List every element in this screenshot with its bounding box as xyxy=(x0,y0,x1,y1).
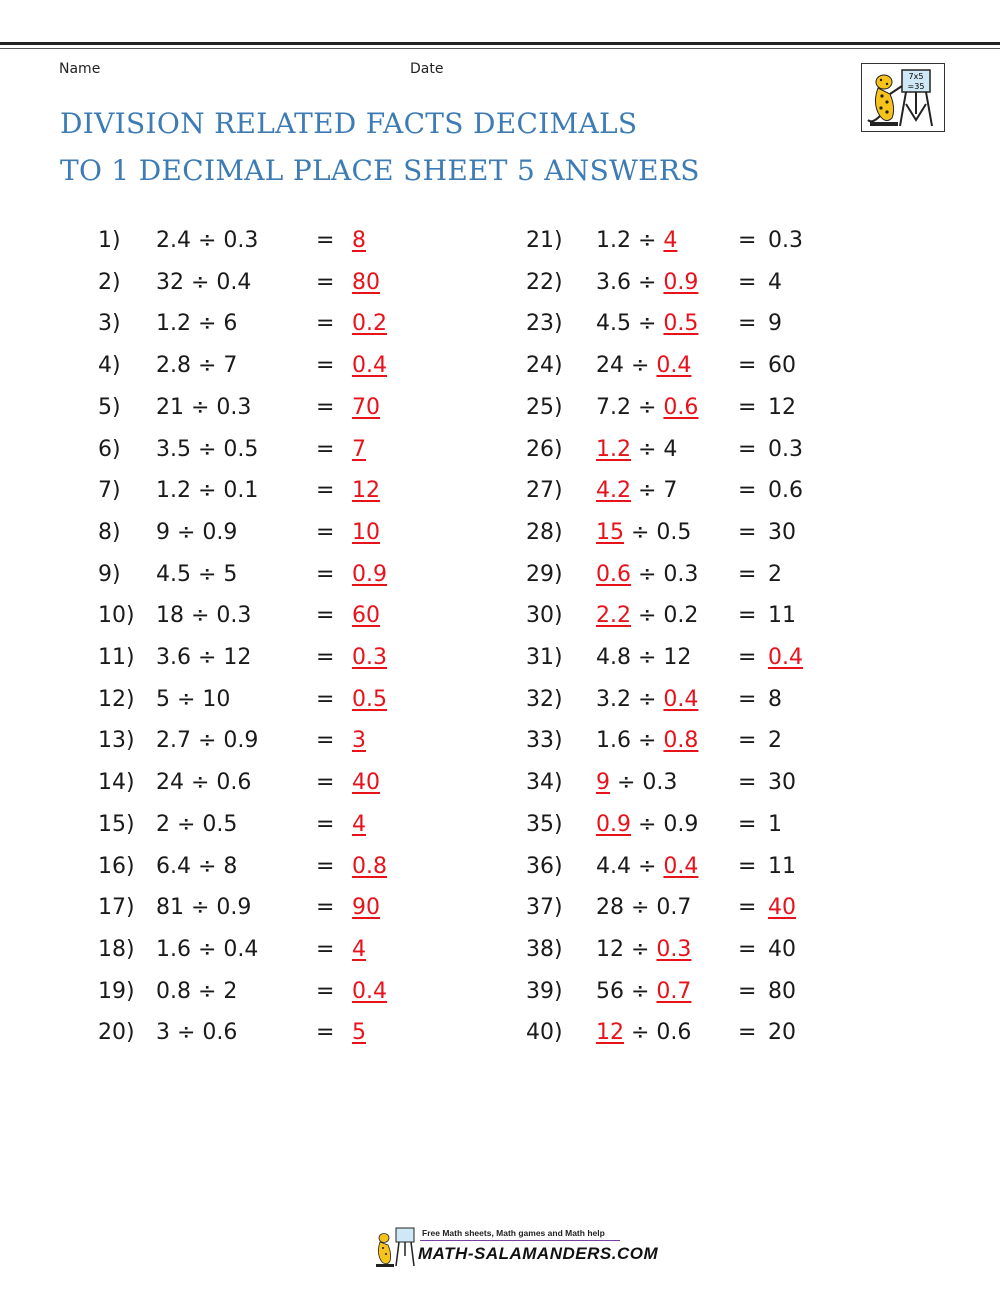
equals-sign: = xyxy=(316,770,335,796)
result-value: 8 xyxy=(768,686,782,712)
equals-sign: = xyxy=(738,478,757,504)
problem-number: 10) xyxy=(98,603,135,629)
answer-value: 4 xyxy=(663,228,678,253)
answer-value: 2.2 xyxy=(596,603,631,629)
answer-value: 12 xyxy=(596,1020,624,1046)
problem-row xyxy=(526,476,846,506)
equals-sign: = xyxy=(316,311,335,337)
equals-sign: = xyxy=(738,686,757,712)
result-value: 11 xyxy=(768,603,796,629)
answer-value: 0.4 xyxy=(768,645,803,670)
equals-sign: = xyxy=(316,478,335,504)
result-value: 60 xyxy=(768,353,796,379)
expression-part: 24 ÷ xyxy=(596,353,657,379)
division-expression xyxy=(156,643,251,673)
result-value: 4 xyxy=(768,269,782,295)
expression-part: 4.4 ÷ xyxy=(596,853,664,879)
equals-sign: = xyxy=(316,228,335,253)
division-expression xyxy=(596,977,691,1007)
division-expression xyxy=(156,852,237,882)
problem-row xyxy=(98,893,418,923)
division-expression xyxy=(596,476,677,506)
equals-sign: = xyxy=(738,728,757,754)
result-value: 12 xyxy=(768,394,796,420)
problem-number: 5) xyxy=(98,394,121,420)
result-value: 20 xyxy=(768,1020,796,1046)
division-expression xyxy=(596,268,698,298)
division-expression xyxy=(156,935,258,965)
page-title xyxy=(60,100,700,194)
expression-part: ÷ 4 xyxy=(631,436,678,462)
division-expression xyxy=(596,643,691,673)
division-expression xyxy=(596,393,698,423)
division-expression xyxy=(156,560,237,590)
expression-part: 1.2 ÷ 0.1 xyxy=(156,478,259,504)
board-text-2: =35 xyxy=(907,82,925,91)
expression-part: 12 ÷ xyxy=(596,936,657,962)
problem-number: 8) xyxy=(98,519,121,545)
result-value: 80 xyxy=(768,978,796,1004)
problem-row xyxy=(98,435,418,465)
problem-number: 16) xyxy=(98,853,135,879)
equals-sign: = xyxy=(738,519,757,545)
title-line-2: TO 1 DECIMAL PLACE SHEET 5 ANSWERS xyxy=(60,154,700,187)
division-expression xyxy=(596,351,691,381)
division-expression xyxy=(156,518,237,548)
equals-sign: = xyxy=(738,1020,757,1046)
problem-number: 21) xyxy=(526,228,563,253)
salamander-teacher-icon xyxy=(862,64,944,131)
problem-row xyxy=(98,226,418,256)
division-expression xyxy=(596,435,677,465)
answer-value: 40 xyxy=(352,770,380,796)
answer-value: 60 xyxy=(352,603,380,629)
division-expression xyxy=(596,768,677,798)
answer-value: 9 xyxy=(596,770,610,796)
equals-sign: = xyxy=(738,311,757,337)
equals-sign: = xyxy=(316,269,335,295)
expression-part: ÷ 0.3 xyxy=(631,561,699,587)
expression-part: 3.6 ÷ 12 xyxy=(156,645,252,670)
expression-part: 4.5 ÷ xyxy=(596,311,664,337)
problem-row xyxy=(526,226,846,256)
division-expression xyxy=(596,226,677,256)
expression-part: 3 ÷ 0.6 xyxy=(156,1020,238,1046)
problem-row xyxy=(526,601,846,631)
answer-value: 0.4 xyxy=(656,353,692,379)
problem-number: 39) xyxy=(526,978,563,1004)
division-expression xyxy=(156,476,258,506)
problem-row xyxy=(98,810,418,840)
result-value: 0.3 xyxy=(768,228,803,253)
name-label: Name xyxy=(59,61,101,77)
answer-value: 70 xyxy=(352,394,380,420)
expression-part: 2.4 ÷ 0.3 xyxy=(156,228,259,253)
division-expression xyxy=(156,435,258,465)
equals-sign: = xyxy=(738,561,757,587)
equals-sign: = xyxy=(738,353,757,379)
result-value: 2 xyxy=(768,561,782,587)
equals-sign: = xyxy=(316,895,335,921)
division-expression xyxy=(596,893,691,923)
problem-number: 3) xyxy=(98,311,121,337)
answer-value: 0.2 xyxy=(352,311,387,337)
expression-part: 6.4 ÷ 8 xyxy=(156,853,238,879)
problem-number: 13) xyxy=(98,728,135,754)
equals-sign: = xyxy=(316,811,335,837)
expression-part: 0.8 ÷ 2 xyxy=(156,978,238,1004)
answer-value: 10 xyxy=(352,519,380,545)
equals-sign: = xyxy=(316,603,335,629)
answer-value: 15 xyxy=(596,519,624,545)
expression-part: 28 ÷ 0.7 xyxy=(596,895,692,921)
equals-sign: = xyxy=(738,978,757,1004)
problem-row xyxy=(526,351,846,381)
problem-number: 35) xyxy=(526,811,563,837)
equals-sign: = xyxy=(738,228,757,253)
answer-value: 0.9 xyxy=(663,269,699,295)
expression-part: 3.5 ÷ 0.5 xyxy=(156,436,259,462)
problem-number: 11) xyxy=(98,645,135,670)
result-value: 40 xyxy=(768,936,796,962)
expression-part: 2 ÷ 0.5 xyxy=(156,811,238,837)
expression-part: 21 ÷ 0.3 xyxy=(156,394,252,420)
answer-value: 0.5 xyxy=(352,686,387,712)
answer-value: 0.4 xyxy=(352,978,387,1004)
problem-row xyxy=(526,852,846,882)
division-expression xyxy=(156,726,258,756)
equals-sign: = xyxy=(316,353,335,379)
top-rule-thin xyxy=(0,48,1000,49)
footer-brand xyxy=(372,1226,659,1272)
answer-value: 0.9 xyxy=(352,561,387,587)
problem-row xyxy=(526,518,846,548)
problem-number: 36) xyxy=(526,853,563,879)
result-value: 30 xyxy=(768,770,796,796)
equals-sign: = xyxy=(316,728,335,754)
problem-row xyxy=(98,935,418,965)
result-value: 1 xyxy=(768,811,782,837)
problem-number: 40) xyxy=(526,1020,563,1046)
division-expression xyxy=(156,893,251,923)
problem-number: 12) xyxy=(98,686,135,712)
problem-row xyxy=(526,1018,846,1048)
problem-number: 22) xyxy=(526,269,563,295)
problem-number: 18) xyxy=(98,936,135,962)
division-expression xyxy=(156,226,258,256)
answer-value: 8 xyxy=(352,228,366,253)
expression-part: ÷ 0.5 xyxy=(624,519,692,545)
result-value: 9 xyxy=(768,311,782,337)
answer-value: 0.8 xyxy=(352,853,387,879)
answer-value: 1.2 xyxy=(596,436,631,462)
problem-number: 29) xyxy=(526,561,563,587)
equals-sign: = xyxy=(738,436,757,462)
problem-number: 19) xyxy=(98,978,135,1004)
division-expression xyxy=(596,935,691,965)
expression-part: 3.2 ÷ xyxy=(596,686,664,712)
division-expression xyxy=(596,726,698,756)
problem-row xyxy=(526,268,846,298)
answer-value: 12 xyxy=(352,478,380,504)
problem-number: 15) xyxy=(98,811,135,837)
division-expression xyxy=(596,852,698,882)
division-expression xyxy=(156,393,251,423)
problem-row xyxy=(98,268,418,298)
answer-value: 0.4 xyxy=(663,853,699,879)
answer-value: 4 xyxy=(352,811,366,837)
problem-row xyxy=(98,393,418,423)
equals-sign: = xyxy=(738,394,757,420)
division-expression xyxy=(156,351,237,381)
result-value: 30 xyxy=(768,519,796,545)
problem-row xyxy=(526,768,846,798)
problem-row xyxy=(526,685,846,715)
equals-sign: = xyxy=(316,394,335,420)
answer-value: 5 xyxy=(352,1020,366,1046)
equals-sign: = xyxy=(316,853,335,879)
answer-value: 90 xyxy=(352,895,380,921)
footer-divider xyxy=(420,1240,620,1241)
expression-part: 24 ÷ 0.6 xyxy=(156,770,252,796)
expression-part: 32 ÷ 0.4 xyxy=(156,269,252,295)
equals-sign: = xyxy=(316,436,335,462)
problem-row xyxy=(98,476,418,506)
equals-sign: = xyxy=(316,978,335,1004)
expression-part: ÷ 0.2 xyxy=(631,603,699,629)
expression-part: 4.8 ÷ 12 xyxy=(596,645,692,670)
result-value: 0.6 xyxy=(768,478,803,504)
expression-part: 1.2 ÷ xyxy=(596,228,664,253)
problem-row xyxy=(526,810,846,840)
footer-site-name: MATH-SALAMANDERS.COM xyxy=(418,1244,659,1263)
answer-value: 0.5 xyxy=(663,311,699,337)
division-expression xyxy=(156,977,237,1007)
answer-value: 7 xyxy=(352,436,366,462)
problem-number: 30) xyxy=(526,603,563,629)
expression-part: ÷ 0.3 xyxy=(610,770,678,796)
answer-value: 0.3 xyxy=(352,645,387,670)
expression-part: 9 ÷ 0.9 xyxy=(156,519,238,545)
equals-sign: = xyxy=(316,519,335,545)
problem-row xyxy=(98,685,418,715)
equals-sign: = xyxy=(316,936,335,962)
problem-number: 6) xyxy=(98,436,121,462)
expression-part: 56 ÷ xyxy=(596,978,657,1004)
answer-value: 0.8 xyxy=(663,728,699,754)
date-label: Date xyxy=(410,61,444,77)
equals-sign: = xyxy=(316,686,335,712)
expression-part: 18 ÷ 0.3 xyxy=(156,603,252,629)
problem-row xyxy=(526,435,846,465)
division-expression xyxy=(596,1018,691,1048)
problem-number: 9) xyxy=(98,561,121,587)
answer-value: 3 xyxy=(352,728,366,754)
division-expression xyxy=(156,685,230,715)
equals-sign: = xyxy=(316,1020,335,1046)
problem-number: 23) xyxy=(526,311,563,337)
equals-sign: = xyxy=(738,645,757,670)
problem-number: 27) xyxy=(526,478,563,504)
expression-part: 1.6 ÷ 0.4 xyxy=(156,936,259,962)
footer-tagline: Free Math sheets, Math games and Math help xyxy=(422,1228,605,1238)
expression-part: 81 ÷ 0.9 xyxy=(156,895,252,921)
problem-number: 31) xyxy=(526,645,563,670)
division-expression xyxy=(596,518,691,548)
equals-sign: = xyxy=(738,770,757,796)
answer-value: 0.4 xyxy=(663,686,699,712)
problem-number: 20) xyxy=(98,1020,135,1046)
problem-row xyxy=(98,726,418,756)
division-expression xyxy=(156,309,237,339)
answer-value: 0.9 xyxy=(596,811,631,837)
division-expression xyxy=(596,810,698,840)
problem-number: 38) xyxy=(526,936,563,962)
result-value: 0.3 xyxy=(768,436,803,462)
problem-number: 26) xyxy=(526,436,563,462)
division-expression xyxy=(596,685,698,715)
top-rule xyxy=(0,42,1000,45)
problem-row xyxy=(526,393,846,423)
problem-number: 17) xyxy=(98,895,135,921)
result-value: 2 xyxy=(768,728,782,754)
problem-row xyxy=(98,643,418,673)
problem-row xyxy=(526,643,846,673)
problem-number: 24) xyxy=(526,353,563,379)
expression-part: 4.5 ÷ 5 xyxy=(156,561,238,587)
problem-row xyxy=(526,309,846,339)
expression-part: 1.6 ÷ xyxy=(596,728,664,754)
answer-value: 0.3 xyxy=(656,936,692,962)
problem-row xyxy=(526,935,846,965)
equals-sign: = xyxy=(316,645,335,670)
problem-number: 32) xyxy=(526,686,563,712)
title-line-1: DIVISION RELATED FACTS DECIMALS xyxy=(60,107,638,140)
problem-number: 2) xyxy=(98,269,121,295)
problem-row xyxy=(526,726,846,756)
answer-value: 0.6 xyxy=(596,561,631,587)
division-expression xyxy=(596,601,698,631)
problem-number: 7) xyxy=(98,478,121,504)
answer-value: 80 xyxy=(352,269,380,295)
problem-row xyxy=(526,977,846,1007)
problem-row xyxy=(98,518,418,548)
problem-number: 4) xyxy=(98,353,121,379)
expression-part: 2.8 ÷ 7 xyxy=(156,353,238,379)
expression-part: 5 ÷ 10 xyxy=(156,686,231,712)
expression-part: ÷ 7 xyxy=(631,478,678,504)
problem-row xyxy=(98,768,418,798)
problem-number: 34) xyxy=(526,770,563,796)
expression-part: 7.2 ÷ xyxy=(596,394,664,420)
equals-sign: = xyxy=(738,603,757,629)
problem-row xyxy=(98,351,418,381)
division-expression xyxy=(156,810,237,840)
division-expression xyxy=(156,268,251,298)
equals-sign: = xyxy=(316,561,335,587)
expression-part: 3.6 ÷ xyxy=(596,269,664,295)
footer-salamander-icon xyxy=(372,1226,418,1272)
problem-number: 14) xyxy=(98,770,135,796)
answer-value: 0.4 xyxy=(352,353,387,379)
expression-part: ÷ 0.6 xyxy=(624,1020,692,1046)
problem-number: 28) xyxy=(526,519,563,545)
answer-value: 0.6 xyxy=(663,394,699,420)
problem-row xyxy=(98,601,418,631)
equals-sign: = xyxy=(738,811,757,837)
problem-row xyxy=(98,309,418,339)
division-expression xyxy=(596,560,698,590)
problem-number: 33) xyxy=(526,728,563,754)
equals-sign: = xyxy=(738,853,757,879)
equals-sign: = xyxy=(738,269,757,295)
problem-row xyxy=(526,560,846,590)
expression-part: 2.7 ÷ 0.9 xyxy=(156,728,259,754)
problem-row xyxy=(98,560,418,590)
expression-part: 1.2 ÷ 6 xyxy=(156,311,238,337)
problem-row xyxy=(98,1018,418,1048)
problem-row xyxy=(98,977,418,1007)
problem-row xyxy=(98,852,418,882)
result-value: 11 xyxy=(768,853,796,879)
expression-part: ÷ 0.9 xyxy=(631,811,699,837)
equals-sign: = xyxy=(738,895,757,921)
salamander-logo xyxy=(861,63,945,132)
answer-value: 4.2 xyxy=(596,478,631,504)
problem-number: 37) xyxy=(526,895,563,921)
division-expression xyxy=(156,1018,237,1048)
problem-row xyxy=(526,893,846,923)
problem-number: 25) xyxy=(526,394,563,420)
problem-number: 1) xyxy=(98,228,121,253)
division-expression xyxy=(156,768,251,798)
answer-value: 4 xyxy=(352,936,366,962)
equals-sign: = xyxy=(738,936,757,962)
answer-value: 0.7 xyxy=(656,978,692,1004)
division-expression xyxy=(596,309,698,339)
board-text-1: 7x5 xyxy=(908,72,924,81)
division-expression xyxy=(156,601,251,631)
answer-value: 40 xyxy=(768,895,796,921)
